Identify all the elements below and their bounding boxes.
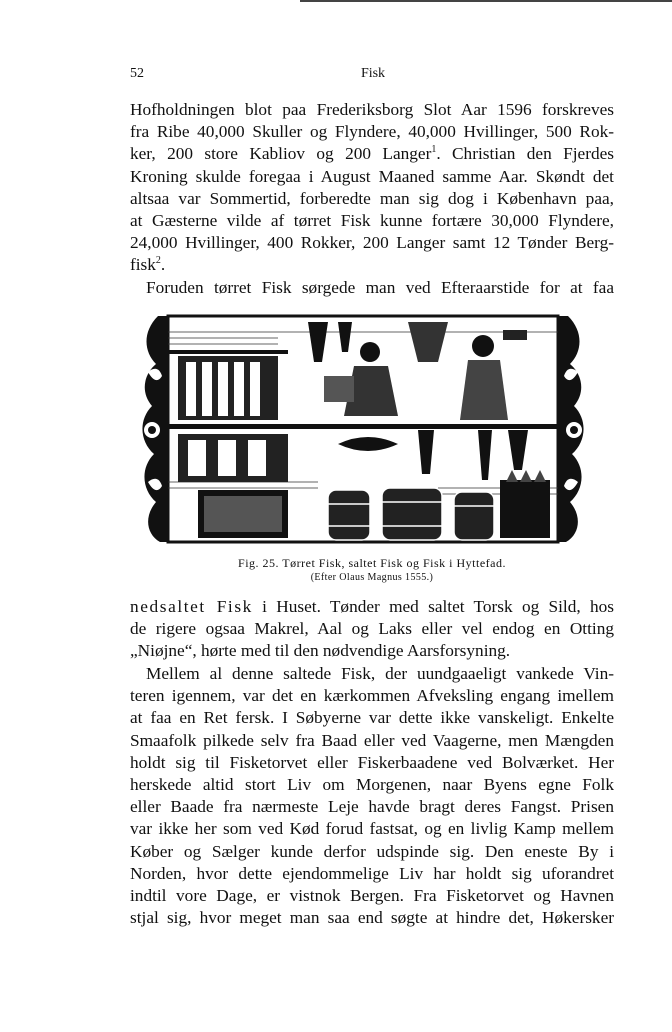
running-title: Fisk	[360, 66, 386, 81]
text-line: Kroning skulde foregaa i August Maaned samme Aar. Skøndt det	[130, 166, 614, 186]
text-line: var ikke her som ved Kød forud fastsat, og en livlig Kamp mellem	[130, 819, 614, 839]
text-segment: ker, 200 store Kabliov og 200 Langer	[130, 144, 432, 164]
fish-barrels	[328, 488, 494, 540]
right-ornament	[558, 316, 584, 542]
text-line: „Niøjne“, hørte med til den nødvendige Aarsforsyning.	[130, 641, 511, 661]
paragraph-2	[130, 277, 614, 299]
page-number: 52	[130, 66, 144, 81]
text-line	[130, 254, 614, 276]
text-line: holdt sig til Fisketorvet eller Fiskerbaadene ved Bolværket. Her	[130, 752, 614, 772]
text-line: indtil vore Dage, er vistnok Bergen. Fra Fisketorvet og Havnen	[130, 886, 614, 906]
text-line	[130, 596, 614, 618]
text-line	[130, 143, 614, 165]
footnote-ref: 1	[431, 144, 437, 156]
left-ornament	[142, 316, 168, 542]
footnote-ref: 2	[155, 255, 161, 267]
paragraph-3	[130, 596, 614, 663]
text-line: Køber og Sælger kunde derfor udspinde sig. Den eneste By i	[130, 841, 614, 861]
text-line: de rigere ogsaa Makrel, Aal og Laks eller vel endog en Otting	[130, 619, 614, 639]
text-line: 24,000 Hvillinger, 400 Rokker, 200 Langer samt 12 Tønder Berg-	[130, 233, 614, 253]
text-line: stjal sig, hvor meget man saa end søgte at hindre det, Høkersker	[130, 908, 614, 928]
paragraph-4	[130, 663, 614, 929]
shelf	[168, 350, 288, 354]
running-head	[130, 66, 616, 86]
text-line: Norden, hvor dette ejendommelige Liv har holdt sig uforandret	[130, 863, 614, 883]
text-line: Foruden tørret Fisk sørgede man ved Efteraarstide for at faa	[146, 278, 614, 297]
text-line: Smaafolk pilkede selv fra Baad eller ved Vaagerne, men Mængden	[130, 730, 614, 750]
emphasized-text: nedsaltet Fisk	[130, 597, 253, 616]
figure-source: (Efter Olaus Magnus 1555.)	[310, 572, 434, 583]
text-segment: .	[160, 255, 166, 275]
text-line: Hofholdningen blot paa Frederiksborg Slot Aar 1596 forskreves	[130, 100, 614, 119]
text-line: at faa en Ret fersk. I Søbyerne var dette ikke vanskeligt. Enkelte	[130, 708, 614, 728]
text-line: altsaa var Sommertid, forberedte man sig dog i København paa,	[130, 188, 614, 208]
paragraph-1	[130, 99, 614, 277]
crates	[178, 434, 288, 482]
text-line: at Gæsterne vilde af tørret Fisk kunne fortære 30,000 Flyndere,	[130, 211, 614, 231]
text-line: eller Baade fra nærmeste Leje havde bragt deres Fangst. Prisen	[130, 797, 614, 817]
basket	[198, 490, 288, 538]
text-segment: i Huset. Tønder med saltet Torsk og Sild, hos	[252, 597, 614, 616]
text-segment: fisk	[130, 255, 156, 275]
shelf	[168, 424, 558, 429]
page-top-rule	[300, 0, 672, 2]
text-line: fra Ribe 40,000 Skuller og Flyndere, 40,000 Hvillinger, 500 Rok-	[130, 122, 614, 142]
fish-tub	[500, 470, 550, 538]
text-segment: . Christian den Fjerdes	[436, 144, 614, 164]
figure-caption: Fig. 25. Tørret Fisk, saltet Fisk og Fisk i Hyttefad.	[238, 556, 506, 570]
hanging-dried-fish	[178, 356, 278, 420]
woodcut-illustration	[138, 312, 588, 544]
text-line: teren igennem, var det en kærkommen Afveksling engang imellem	[130, 686, 614, 706]
text-line: herskede altid stort Liv om Morgenen, naar Byens egne Folk	[130, 775, 614, 795]
text-line: Mellem al denne saltede Fisk, der uundgaaeligt vankede Vin-	[146, 664, 614, 683]
